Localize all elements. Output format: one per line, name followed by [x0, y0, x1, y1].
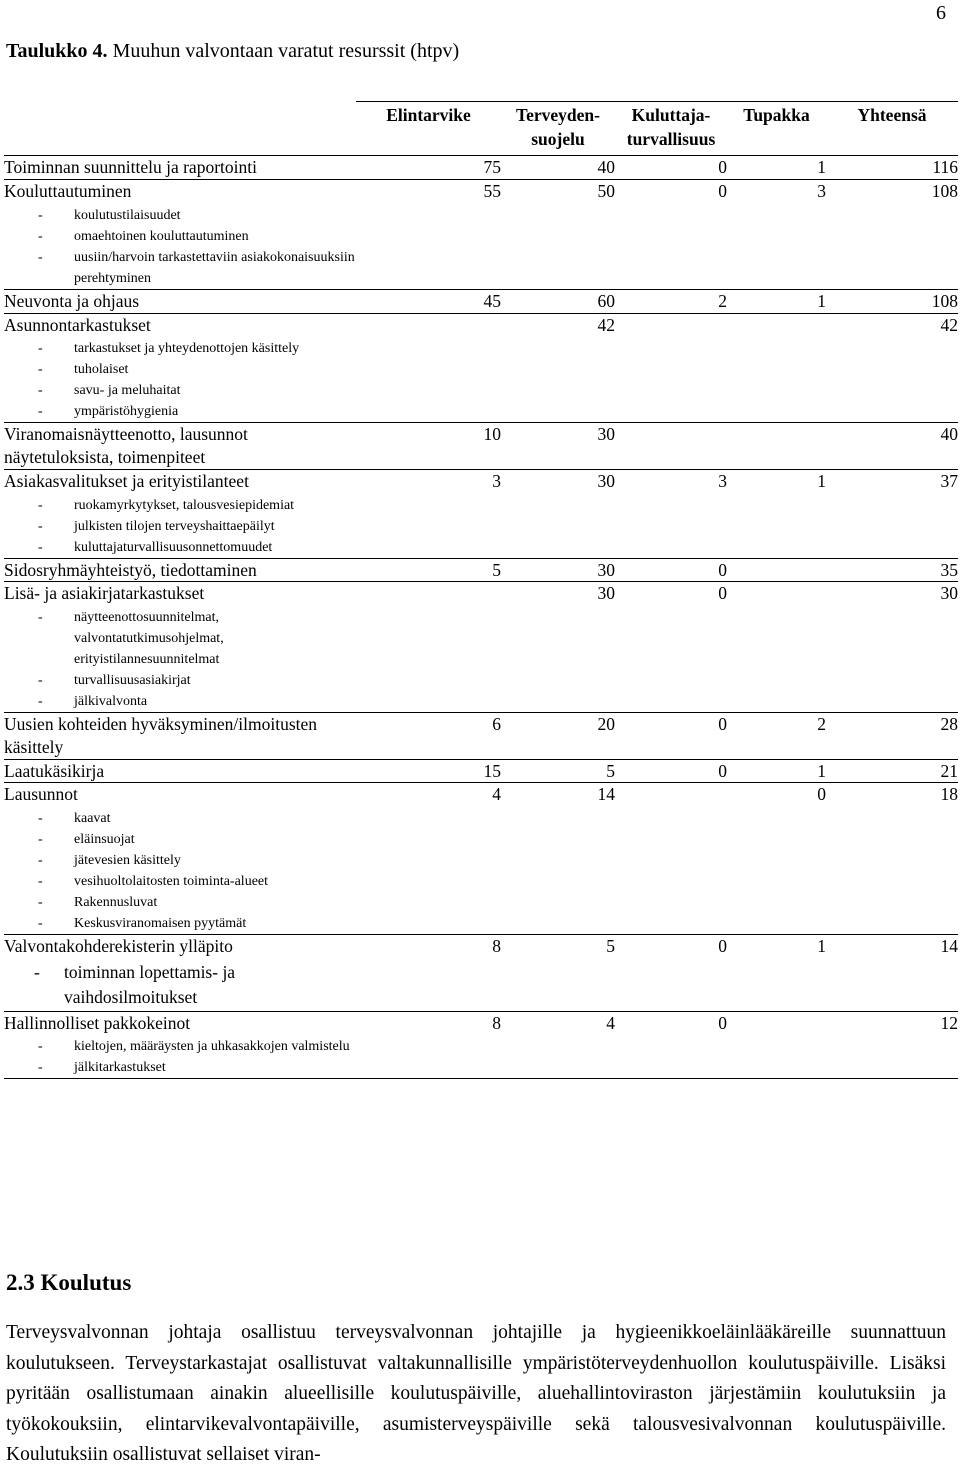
sub-item-text: kaavat — [74, 811, 111, 826]
table-row — [4, 289, 958, 313]
row-label-cell — [4, 180, 356, 290]
dash-bullet: - — [38, 874, 43, 889]
value-cell: 50 — [501, 180, 615, 290]
body-paragraph: Terveysvalvonnan johtaja osallistuu terveysvalvonnan johtajille ja hygieenikkoeläinlääkäreille suunnattuun koulutukseen. Terveystarkastajat osallistuvat valtakunnallisille ympäristöterveydenhuollon koulutuspäiville. Lisäksi pyritään osallistumaan ainakin alueellisille koulutuspäiville, aluehallintoviraston järjestämiin koulutuksiin ja työkokouksiin, elintarvikevalvontapäiville, asumisterveyspäiville sekä talousvesivalvonnan koulutuspäiville. Koulutuksiin osallistuvat sellaiset viran- — [6, 1322, 946, 1465]
dash-bullet: - — [38, 207, 43, 223]
row-label-cell — [4, 783, 356, 935]
sub-item-list — [4, 495, 356, 558]
value-cell: 42 — [826, 313, 958, 423]
list-item — [4, 960, 356, 1011]
value-cell: 75 — [356, 156, 501, 180]
row-label: Uusien kohteiden hyväksyminen/ilmoitusten käsittely — [4, 714, 318, 757]
value-cell: 0 — [615, 558, 727, 582]
sub-item-text: Keskusviranomaisen pyytämät — [74, 916, 247, 931]
row-label-cell — [4, 582, 356, 713]
value-cell — [615, 423, 727, 470]
value-cell: 0 — [615, 156, 727, 180]
value-cell: 40 — [501, 156, 615, 180]
sub-item-list — [4, 338, 356, 422]
value-cell: 10 — [356, 423, 501, 470]
value-cell: 40 — [826, 423, 958, 470]
value-cell — [727, 558, 826, 582]
value-cell: 30 — [501, 582, 615, 713]
value-cell: 3 — [727, 180, 826, 290]
list-item — [4, 829, 356, 850]
dash-bullet: - — [38, 853, 43, 868]
value-cell: 35 — [826, 558, 958, 582]
value-cell: 21 — [826, 759, 958, 783]
value-cell: 0 — [615, 935, 727, 1012]
value-cell: 4 — [501, 1011, 615, 1079]
value-cell: 3 — [615, 469, 727, 558]
dash-bullet: - — [38, 497, 43, 513]
value-cell: 0 — [615, 180, 727, 290]
page-number: 6 — [936, 2, 946, 24]
table-row — [4, 313, 958, 423]
table-row — [4, 469, 958, 558]
dash-bullet: - — [38, 916, 43, 931]
value-cell: 60 — [501, 289, 615, 313]
list-item — [4, 1057, 356, 1078]
dash-bullet: - — [38, 228, 43, 244]
row-label: Hallinnolliset pakkokeinot — [4, 1012, 191, 1033]
value-cell: 0 — [615, 713, 727, 760]
list-item — [4, 808, 356, 829]
column-header: Yhteensä — [826, 102, 958, 156]
value-cell: 108 — [826, 180, 958, 290]
list-item — [4, 247, 356, 289]
value-cell — [727, 423, 826, 470]
resource-table — [4, 101, 958, 1079]
table-row — [4, 783, 958, 935]
sub-item-text: tuholaiset — [74, 362, 129, 378]
table-row — [4, 713, 958, 760]
table-row — [4, 558, 958, 582]
dash-bullet: - — [38, 404, 43, 420]
table-row — [4, 582, 958, 713]
table-row — [4, 423, 958, 470]
value-cell: 37 — [826, 469, 958, 558]
value-cell: 18 — [826, 783, 958, 935]
dash-bullet: - — [38, 249, 43, 265]
value-cell: 28 — [826, 713, 958, 760]
value-cell: 4 — [356, 783, 501, 935]
list-item — [4, 338, 356, 359]
sub-item-text: eläinsuojat — [74, 832, 135, 847]
list-item — [4, 871, 356, 892]
column-header: Elintarvike — [356, 102, 501, 156]
sub-item-text: uusiin/harvoin tarkastettaviin asiakokonaisuuksiin perehtyminen — [74, 249, 355, 286]
list-item — [4, 359, 356, 380]
value-cell: 5 — [356, 558, 501, 582]
sub-item-text: jälkitarkastukset — [74, 1060, 166, 1076]
dash-bullet: - — [38, 811, 43, 826]
value-cell: 8 — [356, 935, 501, 1012]
value-cell: 42 — [501, 313, 615, 423]
caption-label: Taulukko 4. — [6, 40, 108, 62]
dash-bullet: - — [34, 961, 40, 982]
table-row — [4, 1011, 958, 1079]
row-label: Neuvonta ja ohjaus — [4, 290, 140, 311]
value-cell: 30 — [501, 558, 615, 582]
sub-item-text: turvallisuusasiakirjat — [74, 673, 191, 688]
sub-item-text: koulutustilaisuudet — [74, 207, 181, 223]
value-cell: 3 — [356, 469, 501, 558]
caption-text: Muuhun valvontaan varatut resurssit (htpv) — [112, 40, 460, 62]
row-label-cell — [4, 156, 356, 180]
value-cell: 1 — [727, 289, 826, 313]
sub-item-text: jälkivalvonta — [74, 694, 148, 709]
column-header: Kuluttaja- turvallisuus — [615, 102, 727, 156]
sub-item-text: tarkastukset ja yhteydenottojen käsittely — [74, 341, 300, 357]
value-cell: 1 — [727, 469, 826, 558]
value-cell: 30 — [826, 582, 958, 713]
value-cell: 8 — [356, 1011, 501, 1079]
row-label-cell — [4, 558, 356, 582]
sub-item-list — [4, 960, 356, 1011]
dash-bullet: - — [38, 383, 43, 399]
dash-bullet: - — [38, 362, 43, 378]
list-item — [4, 1036, 356, 1057]
sub-item-text: ympäristöhygienia — [74, 404, 179, 420]
row-label-cell — [4, 469, 356, 558]
table-caption — [6, 40, 459, 63]
sub-item-list — [4, 1036, 356, 1078]
value-cell — [615, 313, 727, 423]
row-label-cell — [4, 313, 356, 423]
row-label: Asiakasvalitukset ja erityistilanteet — [4, 470, 249, 491]
value-cell: 55 — [356, 180, 501, 290]
value-cell: 20 — [501, 713, 615, 760]
value-cell: 116 — [826, 156, 958, 180]
value-cell: 12 — [826, 1011, 958, 1079]
value-cell: 108 — [826, 289, 958, 313]
dash-bullet: - — [38, 610, 43, 625]
list-item — [4, 226, 356, 247]
section-heading: 2.3 Koulutus — [6, 1270, 132, 1295]
row-label-cell — [4, 423, 356, 470]
row-label-cell — [4, 759, 356, 783]
row-label: Lausunnot — [4, 784, 78, 805]
value-cell — [615, 783, 727, 935]
list-item — [4, 516, 356, 537]
value-cell: 1 — [727, 759, 826, 783]
list-item — [4, 691, 356, 712]
dash-bullet: - — [38, 673, 43, 688]
value-cell — [727, 1011, 826, 1079]
column-header: Terveyden- suojelu — [501, 102, 615, 156]
table-row — [4, 759, 958, 783]
value-cell: 6 — [356, 713, 501, 760]
table-body — [4, 156, 958, 1079]
value-cell: 5 — [501, 935, 615, 1012]
row-label: Kouluttautuminen — [4, 181, 132, 201]
dash-bullet: - — [38, 1060, 43, 1076]
dash-bullet: - — [38, 895, 43, 910]
value-cell: 1 — [727, 156, 826, 180]
value-cell: 0 — [615, 1011, 727, 1079]
list-item — [4, 401, 356, 422]
sub-item-text: näytteenottosuunnitelmat, valvontatutkimusohjelmat, erityistilannesuunnitelmat — [74, 610, 224, 667]
dash-bullet: - — [38, 832, 43, 847]
sub-item-text: savu- ja meluhaitat — [74, 383, 181, 399]
dash-bullet: - — [38, 341, 43, 357]
table-row — [4, 935, 958, 1012]
value-cell: 5 — [501, 759, 615, 783]
value-cell: 30 — [501, 469, 615, 558]
value-cell — [727, 313, 826, 423]
sub-item-text: kuluttajaturvallisuusonnettomuudet — [74, 539, 273, 555]
row-label-cell — [4, 1011, 356, 1079]
sub-item-text: julkisten tilojen terveyshaittaepäilyt — [74, 518, 275, 534]
row-label-cell — [4, 713, 356, 760]
value-cell: 15 — [356, 759, 501, 783]
dash-bullet: - — [38, 518, 43, 534]
list-item — [4, 892, 356, 913]
dash-bullet: - — [38, 694, 43, 709]
row-label: Laatukäsikirja — [4, 760, 105, 781]
list-item — [4, 205, 356, 226]
row-label: Asunnontarkastukset — [4, 314, 151, 335]
list-item — [4, 850, 356, 871]
value-cell: 30 — [501, 423, 615, 470]
list-item — [4, 607, 356, 670]
value-cell — [356, 582, 501, 713]
sub-item-text: toiminnan lopettamis- ja vaihdosilmoitukset — [64, 961, 236, 1008]
value-cell: 14 — [826, 935, 958, 1012]
sub-item-text: vesihuoltolaitosten toiminta-alueet — [74, 874, 269, 889]
row-label: Sidosryhmäyhteistyö, tiedottaminen — [4, 559, 257, 580]
sub-item-list — [4, 205, 356, 289]
value-cell: 2 — [727, 713, 826, 760]
sub-item-text: Rakennusluvat — [74, 895, 158, 910]
table-row — [4, 180, 958, 290]
dash-bullet: - — [38, 539, 43, 555]
value-cell: 1 — [727, 935, 826, 1012]
row-label: Viranomaisnäytteenotto, lausunnot näytetuloksista, toimenpiteet — [4, 424, 248, 467]
sub-item-list — [4, 607, 356, 712]
row-label: Lisä- ja asiakirjatarkastukset — [4, 583, 205, 604]
value-cell — [356, 313, 501, 423]
list-item — [4, 913, 356, 934]
row-label: Toiminnan suunnittelu ja raportointi — [4, 157, 257, 178]
value-cell: 0 — [615, 759, 727, 783]
list-item — [4, 670, 356, 691]
row-label-cell — [4, 935, 356, 1012]
sub-item-text: jätevesien käsittely — [74, 853, 181, 868]
sub-item-text: ruokamyrkytykset, talousvesiepidemiat — [74, 497, 295, 513]
sub-item-text: omaehtoinen kouluttautuminen — [74, 228, 249, 244]
row-label: Valvontakohderekisterin ylläpito — [4, 936, 233, 956]
value-cell: 2 — [615, 289, 727, 313]
list-item — [4, 495, 356, 516]
row-label-cell — [4, 289, 356, 313]
value-cell: 14 — [501, 783, 615, 935]
value-cell: 45 — [356, 289, 501, 313]
list-item — [4, 537, 356, 558]
table-row — [4, 156, 958, 180]
sub-item-list — [4, 808, 356, 934]
sub-item-text: kieltojen, määräysten ja uhkasakkojen valmistelu — [74, 1039, 350, 1055]
header-blank — [4, 102, 356, 156]
value-cell: 0 — [727, 783, 826, 935]
column-header: Tupakka — [727, 102, 826, 156]
dash-bullet: - — [38, 1039, 43, 1055]
list-item — [4, 380, 356, 401]
value-cell — [727, 582, 826, 713]
value-cell: 0 — [615, 582, 727, 713]
